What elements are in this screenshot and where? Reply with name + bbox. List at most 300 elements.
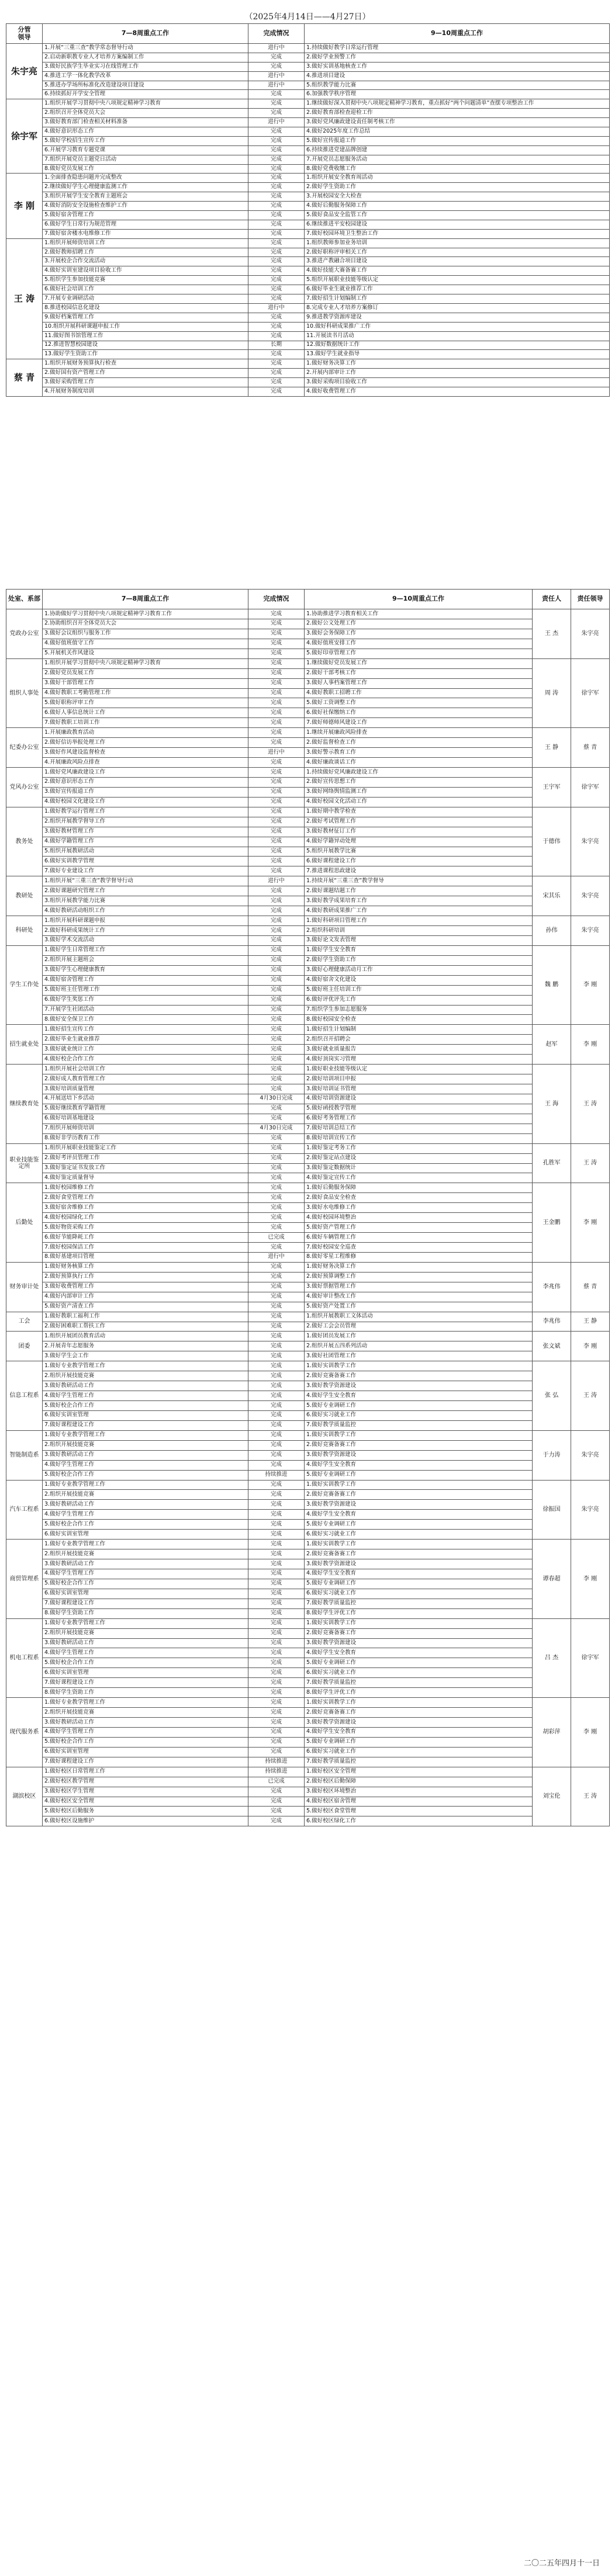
table-row xyxy=(6,387,610,396)
table-row xyxy=(6,708,610,718)
table-row xyxy=(6,629,610,639)
table-row xyxy=(6,1233,610,1243)
status-cell: 完成 xyxy=(248,768,305,778)
table-row xyxy=(6,1718,610,1728)
next-work-item: 8.做好学生评优工作 xyxy=(305,1608,533,1618)
current-work-item: 2.组织开展教学督导工作 xyxy=(43,817,248,827)
table-row xyxy=(6,1678,610,1688)
responsible-leader-name: 王 静 xyxy=(571,1312,610,1332)
table-row xyxy=(6,1183,610,1193)
table-row xyxy=(6,688,610,698)
next-work-item: 9.推进教学资源库建设 xyxy=(305,313,610,322)
department-name: 科研处 xyxy=(6,916,43,946)
current-work-item: 4.做好学生管理工作 xyxy=(43,1727,248,1737)
status-cell: 完成 xyxy=(248,1332,305,1341)
table-row xyxy=(6,1401,610,1411)
current-work-item: 7.组织开展党员主题党日活动 xyxy=(43,155,248,164)
table-row xyxy=(6,1322,610,1332)
owner-name: 张文斌 xyxy=(533,1332,571,1361)
next-work-item: 1.做好实训教学工作 xyxy=(305,1480,533,1490)
status-cell: 进行中 xyxy=(248,303,305,313)
next-work-item: 13.做好学生就业指导 xyxy=(305,350,610,359)
current-work-item: 3.做好会议组织与服务工作 xyxy=(43,629,248,639)
status-cell: 完成 xyxy=(248,708,305,718)
status-cell: 完成 xyxy=(248,211,305,220)
current-work-item: 2.组织开展技能竞赛 xyxy=(43,1490,248,1500)
department-name: 后勤处 xyxy=(6,1183,43,1263)
status-cell: 完成 xyxy=(248,1143,305,1153)
table-row xyxy=(6,378,610,387)
next-work-item: 3.做好网络舆情监测工作 xyxy=(305,787,533,797)
responsible-leader-name: 王 涛 xyxy=(571,1143,610,1183)
table-row xyxy=(6,229,610,238)
current-work-item: 6.做好社会培训工作 xyxy=(43,285,248,294)
next-work-item: 1.组织开展安全教育周活动 xyxy=(305,174,610,183)
status-cell: 完成 xyxy=(248,955,305,965)
status-cell: 完成 xyxy=(248,90,305,99)
table-row xyxy=(6,787,610,797)
next-work-item: 6.做好校区绿化工作 xyxy=(305,1816,533,1826)
responsible-leader-name: 王 涛 xyxy=(571,1767,610,1826)
current-work-item: 1.全面排查隐患问题并完成整改 xyxy=(43,174,248,183)
current-work-item: 6.做好实训室管理 xyxy=(43,1530,248,1540)
next-work-item: 2.组织开展五四系列活动 xyxy=(305,1341,533,1351)
status-cell: 完成 xyxy=(248,1223,305,1233)
next-work-item: 4.做好教职工招聘工作 xyxy=(305,688,533,698)
status-cell: 完成 xyxy=(248,369,305,378)
next-work-item: 3.做好教学资源建设 xyxy=(305,1638,533,1648)
status-cell: 完成 xyxy=(248,1530,305,1540)
current-work-item: 4.做好校园文化建设工作 xyxy=(43,797,248,807)
table-row xyxy=(6,1599,610,1608)
owner-name: 王 海 xyxy=(533,1065,571,1144)
department-name: 汽车工程系 xyxy=(6,1480,43,1540)
current-work-item: 10.组织开展科研课题申报工作 xyxy=(43,322,248,331)
next-work-item: 7.做好校园安全巡查 xyxy=(305,1243,533,1253)
current-work-item: 1.组织开展社会培训工作 xyxy=(43,1065,248,1074)
status-cell: 完成 xyxy=(248,127,305,137)
current-work-item: 3.做好就业统计工作 xyxy=(43,1045,248,1055)
department-name: 商贸管理系 xyxy=(6,1540,43,1619)
table-row xyxy=(6,639,610,649)
next-work-item: 1.持续做好党风廉政建设工作 xyxy=(305,768,533,778)
next-work-item: 2.组织召开招聘会 xyxy=(305,1035,533,1045)
next-work-item: 7.组织学生参加志愿服务 xyxy=(305,1005,533,1015)
owner-name: 孔胜军 xyxy=(533,1143,571,1183)
status-cell: 完成 xyxy=(248,1490,305,1500)
next-work-item: 6.持续推进党建品牌创建 xyxy=(305,145,610,155)
status-cell: 完成 xyxy=(248,1628,305,1638)
status-cell: 完成 xyxy=(248,1589,305,1599)
status-cell: 完成 xyxy=(248,758,305,768)
responsible-leader-name: 李 刚 xyxy=(571,1540,610,1619)
department-name: 组织人事处 xyxy=(6,658,43,728)
owner-name: 谭春超 xyxy=(533,1540,571,1619)
status-cell: 完成 xyxy=(248,1282,305,1292)
status-cell: 完成 xyxy=(248,1520,305,1530)
next-work-item: 2.做好宣传思想工作 xyxy=(305,777,533,787)
next-work-item: 4.做好鉴定宣传工作 xyxy=(305,1173,533,1183)
status-cell: 完成 xyxy=(248,359,305,369)
next-work-item: 7.做好培训总结工作 xyxy=(305,1124,533,1133)
status-cell: 进行中 xyxy=(248,118,305,127)
next-work-item: 3.做好会务保障工作 xyxy=(305,629,533,639)
current-work-item: 5.做好学校招生宣传工作 xyxy=(43,136,248,145)
table-row xyxy=(6,738,610,748)
current-work-item: 8.推进校园信息化建设 xyxy=(43,303,248,313)
table-row xyxy=(6,127,610,137)
status-cell: 完成 xyxy=(248,728,305,738)
responsible-leader-name: 王 涛 xyxy=(571,1361,610,1431)
header-dept: 处室、系部 xyxy=(6,590,43,609)
table-row xyxy=(6,1807,610,1816)
current-work-item: 6.做好实训室管理 xyxy=(43,1410,248,1420)
status-cell: 完成 xyxy=(248,1173,305,1183)
current-work-item: 2.启动新职教专业人才培养方案编制工作 xyxy=(43,53,248,62)
current-work-item: 1.做好专业教学管理工作 xyxy=(43,1618,248,1628)
current-work-item: 4.做好值班值守工作 xyxy=(43,639,248,649)
current-work-item: 1.做好校园维修工作 xyxy=(43,1183,248,1193)
status-cell: 完成 xyxy=(248,1084,305,1094)
table-row xyxy=(6,1243,610,1253)
status-cell: 完成 xyxy=(248,995,305,1005)
department-name: 机电工程系 xyxy=(6,1618,43,1698)
status-cell: 完成 xyxy=(248,1183,305,1193)
responsible-leader-name: 徐宇军 xyxy=(571,1618,610,1698)
table-row xyxy=(6,1470,610,1480)
next-work-item: 1.做好实训教学工作 xyxy=(305,1698,533,1708)
status-cell: 完成 xyxy=(248,1133,305,1143)
table-row xyxy=(6,847,610,857)
current-work-item: 2.组织开展技能竞赛 xyxy=(43,1371,248,1381)
next-work-item: 4.做好审计整改工作 xyxy=(305,1292,533,1302)
current-work-item: 2.做好预算执行工作 xyxy=(43,1272,248,1282)
header-status: 完成情况 xyxy=(248,24,305,44)
table-row xyxy=(6,1124,610,1133)
status-cell: 完成 xyxy=(248,1391,305,1401)
next-work-item: 6.做好课程建设工作 xyxy=(305,857,533,866)
next-work-item: 2.做好学业预警工作 xyxy=(305,53,610,62)
table-row xyxy=(6,1510,610,1520)
current-work-item: 3.做好干部管理工作 xyxy=(43,678,248,688)
next-work-item: 3.推进产教融合项目建设 xyxy=(305,257,610,266)
current-work-item: 3.做好教研活动工作 xyxy=(43,1559,248,1569)
current-work-item: 1.做好专业教学管理工作 xyxy=(43,1361,248,1371)
current-work-item: 2.组织开展技能竞赛 xyxy=(43,1708,248,1718)
current-work-item: 1.做好教职工福利工作 xyxy=(43,1312,248,1322)
status-cell: 完成 xyxy=(248,155,305,164)
next-work-item: 6.做好车辆管理工作 xyxy=(305,1233,533,1243)
table-row xyxy=(6,718,610,728)
table-row xyxy=(6,1163,610,1173)
status-cell: 完成 xyxy=(248,1658,305,1668)
table-row xyxy=(6,257,610,266)
current-work-item: 3.组织开展学生安全教育主题班会 xyxy=(43,192,248,202)
responsible-leader-name: 李 刚 xyxy=(571,1183,610,1263)
table-row xyxy=(6,1668,610,1678)
current-work-item: 1.做好财务核算工作 xyxy=(43,1262,248,1272)
table-row xyxy=(6,90,610,99)
current-work-item: 3.做好教研活动工作 xyxy=(43,1638,248,1648)
table-row xyxy=(6,285,610,294)
next-work-item: 5.做好资产管理工作 xyxy=(305,1223,533,1233)
responsible-leader-name: 李 刚 xyxy=(571,1332,610,1361)
current-work-item: 3.做好采购管理工作 xyxy=(43,378,248,387)
status-cell: 完成 xyxy=(248,1153,305,1163)
status-cell: 完成 xyxy=(248,229,305,238)
status-cell: 完成 xyxy=(248,1025,305,1035)
table-row xyxy=(6,1341,610,1351)
status-cell: 完成 xyxy=(248,1708,305,1718)
table-row xyxy=(6,1351,610,1361)
status-cell: 完成 xyxy=(248,1678,305,1688)
next-work-item: 2.做好课题结题工作 xyxy=(305,886,533,896)
next-work-item: 4.做好学生安全教育 xyxy=(305,1460,533,1470)
current-work-item: 2.组织开展技能竞赛 xyxy=(43,1440,248,1450)
status-cell: 持续推进 xyxy=(248,1470,305,1480)
current-work-item: 4.做好校园绿化工作 xyxy=(43,1213,248,1223)
status-cell: 完成 xyxy=(248,1045,305,1055)
table-row xyxy=(6,109,610,118)
department-name: 纪委办公室 xyxy=(6,728,43,768)
table-row xyxy=(6,276,610,285)
next-work-item: 3.做好教学资源建设 xyxy=(305,1500,533,1510)
current-work-item: 1.做好专业教学管理工作 xyxy=(43,1698,248,1708)
status-cell: 已完成 xyxy=(248,1777,305,1787)
next-work-item: 5.组织教学能力比赛 xyxy=(305,81,610,90)
table-row xyxy=(6,369,610,378)
header-next-work: 9—10周重点工作 xyxy=(305,590,533,609)
table-row xyxy=(6,817,610,827)
current-work-item: 2.做好党员发展工作 xyxy=(43,668,248,678)
next-work-item: 7.做好校园环境卫生整治工作 xyxy=(305,229,610,238)
current-work-item: 3.做好教研活动工作 xyxy=(43,1718,248,1728)
current-work-item: 7.做好专业建设工作 xyxy=(43,866,248,876)
next-work-item: 3.做好教学资源建设 xyxy=(305,1559,533,1569)
next-work-item: 3.开展校园安全大检查 xyxy=(305,192,610,202)
current-work-item: 5.做好校企合作工作 xyxy=(43,1520,248,1530)
status-cell: 完成 xyxy=(248,145,305,155)
table-row xyxy=(6,1055,610,1065)
next-work-item: 3.做好社团管理工作 xyxy=(305,1351,533,1361)
status-cell: 完成 xyxy=(248,629,305,639)
table-row xyxy=(6,728,610,738)
next-work-item: 4.做好收费管理工作 xyxy=(305,387,610,396)
status-cell: 完成 xyxy=(248,1727,305,1737)
table-row xyxy=(6,1104,610,1114)
current-work-item: 1.做好专业教学管理工作 xyxy=(43,1480,248,1490)
next-work-item: 1.做好后勤服务保障 xyxy=(305,1183,533,1193)
current-work-item: 4.做好校企合作工作 xyxy=(43,1055,248,1065)
next-work-item: 8.做好培训宣传工作 xyxy=(305,1133,533,1143)
next-work-item: 5.做好专业调研工作 xyxy=(305,1401,533,1411)
current-work-item: 1.开展“三重三查”教学常态督导行动 xyxy=(43,44,248,53)
current-work-item: 5.做好资产清查工作 xyxy=(43,1302,248,1312)
next-work-item: 2.做好考试管理工作 xyxy=(305,817,533,827)
table-row xyxy=(6,965,610,975)
current-work-item: 7.做好校园保洁工作 xyxy=(43,1243,248,1253)
table-row xyxy=(6,1816,610,1826)
status-cell: 完成 xyxy=(248,1638,305,1648)
responsible-leader-name: 朱宇亮 xyxy=(571,1480,610,1540)
current-work-item: 3.开展校企合作交流活动 xyxy=(43,257,248,266)
status-cell: 完成 xyxy=(248,1055,305,1065)
status-cell: 完成 xyxy=(248,718,305,728)
responsible-leader-name: 朱宇亮 xyxy=(571,876,610,916)
status-cell: 完成 xyxy=(248,817,305,827)
next-work-item: 1.做好财务决算工作 xyxy=(305,359,610,369)
next-work-item: 6.做好评优评先工作 xyxy=(305,995,533,1005)
current-work-item: 3.组织开展教学能力比赛 xyxy=(43,896,248,906)
current-work-item: 1.组织开展团员教育活动 xyxy=(43,1332,248,1341)
department-work-table xyxy=(6,589,610,1826)
next-work-item: 8.做好零星工程维修 xyxy=(305,1252,533,1262)
status-cell: 完成 xyxy=(248,1401,305,1411)
status-cell: 完成 xyxy=(248,1262,305,1272)
next-work-item: 2.做好竞赛备赛工作 xyxy=(305,1371,533,1381)
status-cell: 完成 xyxy=(248,807,305,817)
current-work-item: 5.做好校企合作工作 xyxy=(43,1401,248,1411)
next-work-item: 5.做好资产处置工作 xyxy=(305,1302,533,1312)
status-cell: 完成 xyxy=(248,1569,305,1579)
status-cell: 完成 xyxy=(248,238,305,248)
status-cell: 持续推进 xyxy=(248,1767,305,1777)
next-work-item: 5.做好食品安全监管工作 xyxy=(305,211,610,220)
current-work-item: 6.做好学生奖惩工作 xyxy=(43,995,248,1005)
status-cell: 完成 xyxy=(248,1747,305,1757)
current-work-item: 6.做好节能降耗工作 xyxy=(43,1233,248,1243)
current-work-item: 1.做好招生宣传工作 xyxy=(43,1025,248,1035)
current-work-item: 4.推进工学一体化教学改革 xyxy=(43,71,248,81)
table-row xyxy=(6,238,610,248)
status-cell: 完成 xyxy=(248,1618,305,1628)
table-row xyxy=(6,1292,610,1302)
next-work-item: 3.做好教学资源建设 xyxy=(305,1450,533,1460)
table-row xyxy=(6,609,610,619)
status-cell: 完成 xyxy=(248,787,305,797)
current-work-item: 8.做好非学历教育工作 xyxy=(43,1133,248,1143)
status-cell: 完成 xyxy=(248,1510,305,1520)
next-work-item: 6.做好实习就业工作 xyxy=(305,1589,533,1599)
current-work-item: 2.协助组织召开全体党员大会 xyxy=(43,619,248,629)
leader-name: 徐宇军 xyxy=(6,99,43,174)
current-work-item: 3.做好教研活动工作 xyxy=(43,1381,248,1391)
header-responsible-leader: 责任领导 xyxy=(571,590,610,609)
status-cell: 完成 xyxy=(248,797,305,807)
next-work-item: 3.做好党风廉政建设责任制考核工作 xyxy=(305,118,610,127)
next-work-item: 3.做好票据管理工作 xyxy=(305,1282,533,1292)
next-work-item: 5.做好专业调研工作 xyxy=(305,1470,533,1480)
table-row xyxy=(6,1520,610,1530)
status-cell: 完成 xyxy=(248,1698,305,1708)
status-cell: 完成 xyxy=(248,985,305,995)
header-leader: 分管 领导 xyxy=(6,24,43,44)
current-work-item: 2.做好考评员管理工作 xyxy=(43,1153,248,1163)
status-cell: 完成 xyxy=(248,53,305,62)
status-cell: 完成 xyxy=(248,1540,305,1549)
next-work-item: 3.做好实训基地核查工作 xyxy=(305,62,610,71)
current-work-item: 4.做好学生管理工作 xyxy=(43,1648,248,1658)
status-cell: 完成 xyxy=(248,1440,305,1450)
table-row xyxy=(6,1420,610,1430)
status-cell: 完成 xyxy=(248,136,305,145)
table-row xyxy=(6,81,610,90)
current-work-item: 2.开展青年志愿服务 xyxy=(43,1341,248,1351)
table-row xyxy=(6,658,610,668)
table-row xyxy=(6,331,610,341)
next-work-item: 6.做好实习就业工作 xyxy=(305,1668,533,1678)
status-cell: 完成 xyxy=(248,378,305,387)
next-work-item: 3.做好教学资源建设 xyxy=(305,1381,533,1391)
status-cell: 完成 xyxy=(248,975,305,985)
status-cell: 完成 xyxy=(248,322,305,331)
status-cell: 完成 xyxy=(248,1559,305,1569)
next-work-item: 2.做好公文处理工作 xyxy=(305,619,533,629)
table-row xyxy=(6,211,610,220)
owner-name: 刘宝伦 xyxy=(533,1767,571,1826)
current-work-item: 4.做好校区安全管理 xyxy=(43,1797,248,1807)
next-work-item: 6.做好毕业生就业推荐工作 xyxy=(305,285,610,294)
table-row xyxy=(6,174,610,183)
current-work-item: 4.做好意识形态工作 xyxy=(43,127,248,137)
current-work-item: 3.做好收费管理工作 xyxy=(43,1282,248,1292)
leader-work-body xyxy=(6,44,610,397)
status-cell: 完成 xyxy=(248,62,305,71)
table-row xyxy=(6,266,610,276)
next-work-item: 2.做好工会会员管理 xyxy=(305,1322,533,1332)
next-work-item: 5.组织开展教学比赛 xyxy=(305,847,533,857)
table-row xyxy=(6,1094,610,1104)
status-cell: 完成 xyxy=(248,1648,305,1658)
table-row xyxy=(6,1727,610,1737)
current-work-item: 4.做好学生管理工作 xyxy=(43,1391,248,1401)
current-work-item: 5.做好职称评审工作 xyxy=(43,698,248,708)
table-row xyxy=(6,1065,610,1074)
status-cell: 完成 xyxy=(248,1500,305,1510)
current-work-item: 4.开展送培下乡活动 xyxy=(43,1094,248,1104)
responsible-leader-name: 朱宇亮 xyxy=(571,1430,610,1480)
status-cell: 完成 xyxy=(248,1807,305,1816)
table-row xyxy=(6,827,610,837)
current-work-item: 5.组织学生参加技能竞赛 xyxy=(43,276,248,285)
department-name: 工会 xyxy=(6,1312,43,1332)
table-row xyxy=(6,1777,610,1787)
current-work-item: 2.做好食堂管理工作 xyxy=(43,1193,248,1203)
current-work-item: 4.开展财务制度培训 xyxy=(43,387,248,396)
table-row xyxy=(6,313,610,322)
current-work-item: 7.做好课程建设工作 xyxy=(43,1420,248,1430)
current-work-item: 1.组织开展“三重三查”教学督导行动 xyxy=(43,876,248,886)
status-cell: 完成 xyxy=(248,777,305,787)
next-work-item: 4.做好2025年度工作总结 xyxy=(305,127,610,137)
status-cell: 完成 xyxy=(248,1292,305,1302)
next-work-item: 5.做好班主任培训工作 xyxy=(305,985,533,995)
owner-name: 李兆伟 xyxy=(533,1312,571,1332)
current-work-item: 6.做好培训基地建设 xyxy=(43,1114,248,1124)
current-work-item: 4.做好教研活动组织工作 xyxy=(43,906,248,916)
next-work-item: 4.做好学生安全教育 xyxy=(305,1569,533,1579)
table-row xyxy=(6,1450,610,1460)
next-work-item: 5.做好专业调研工作 xyxy=(305,1658,533,1668)
table-row xyxy=(6,1589,610,1599)
status-cell: 完成 xyxy=(248,649,305,658)
status-cell: 完成 xyxy=(248,1579,305,1589)
department-name: 学生工作处 xyxy=(6,945,43,1025)
responsible-leader-name: 蔡 青 xyxy=(571,1262,610,1312)
next-work-item: 7.做好教学质量监控 xyxy=(305,1757,533,1767)
next-work-item: 1.做好校区安全管理 xyxy=(305,1767,533,1777)
current-work-item: 1.协助做好学习贯彻中央八项规定精神学习教育工作 xyxy=(43,609,248,619)
